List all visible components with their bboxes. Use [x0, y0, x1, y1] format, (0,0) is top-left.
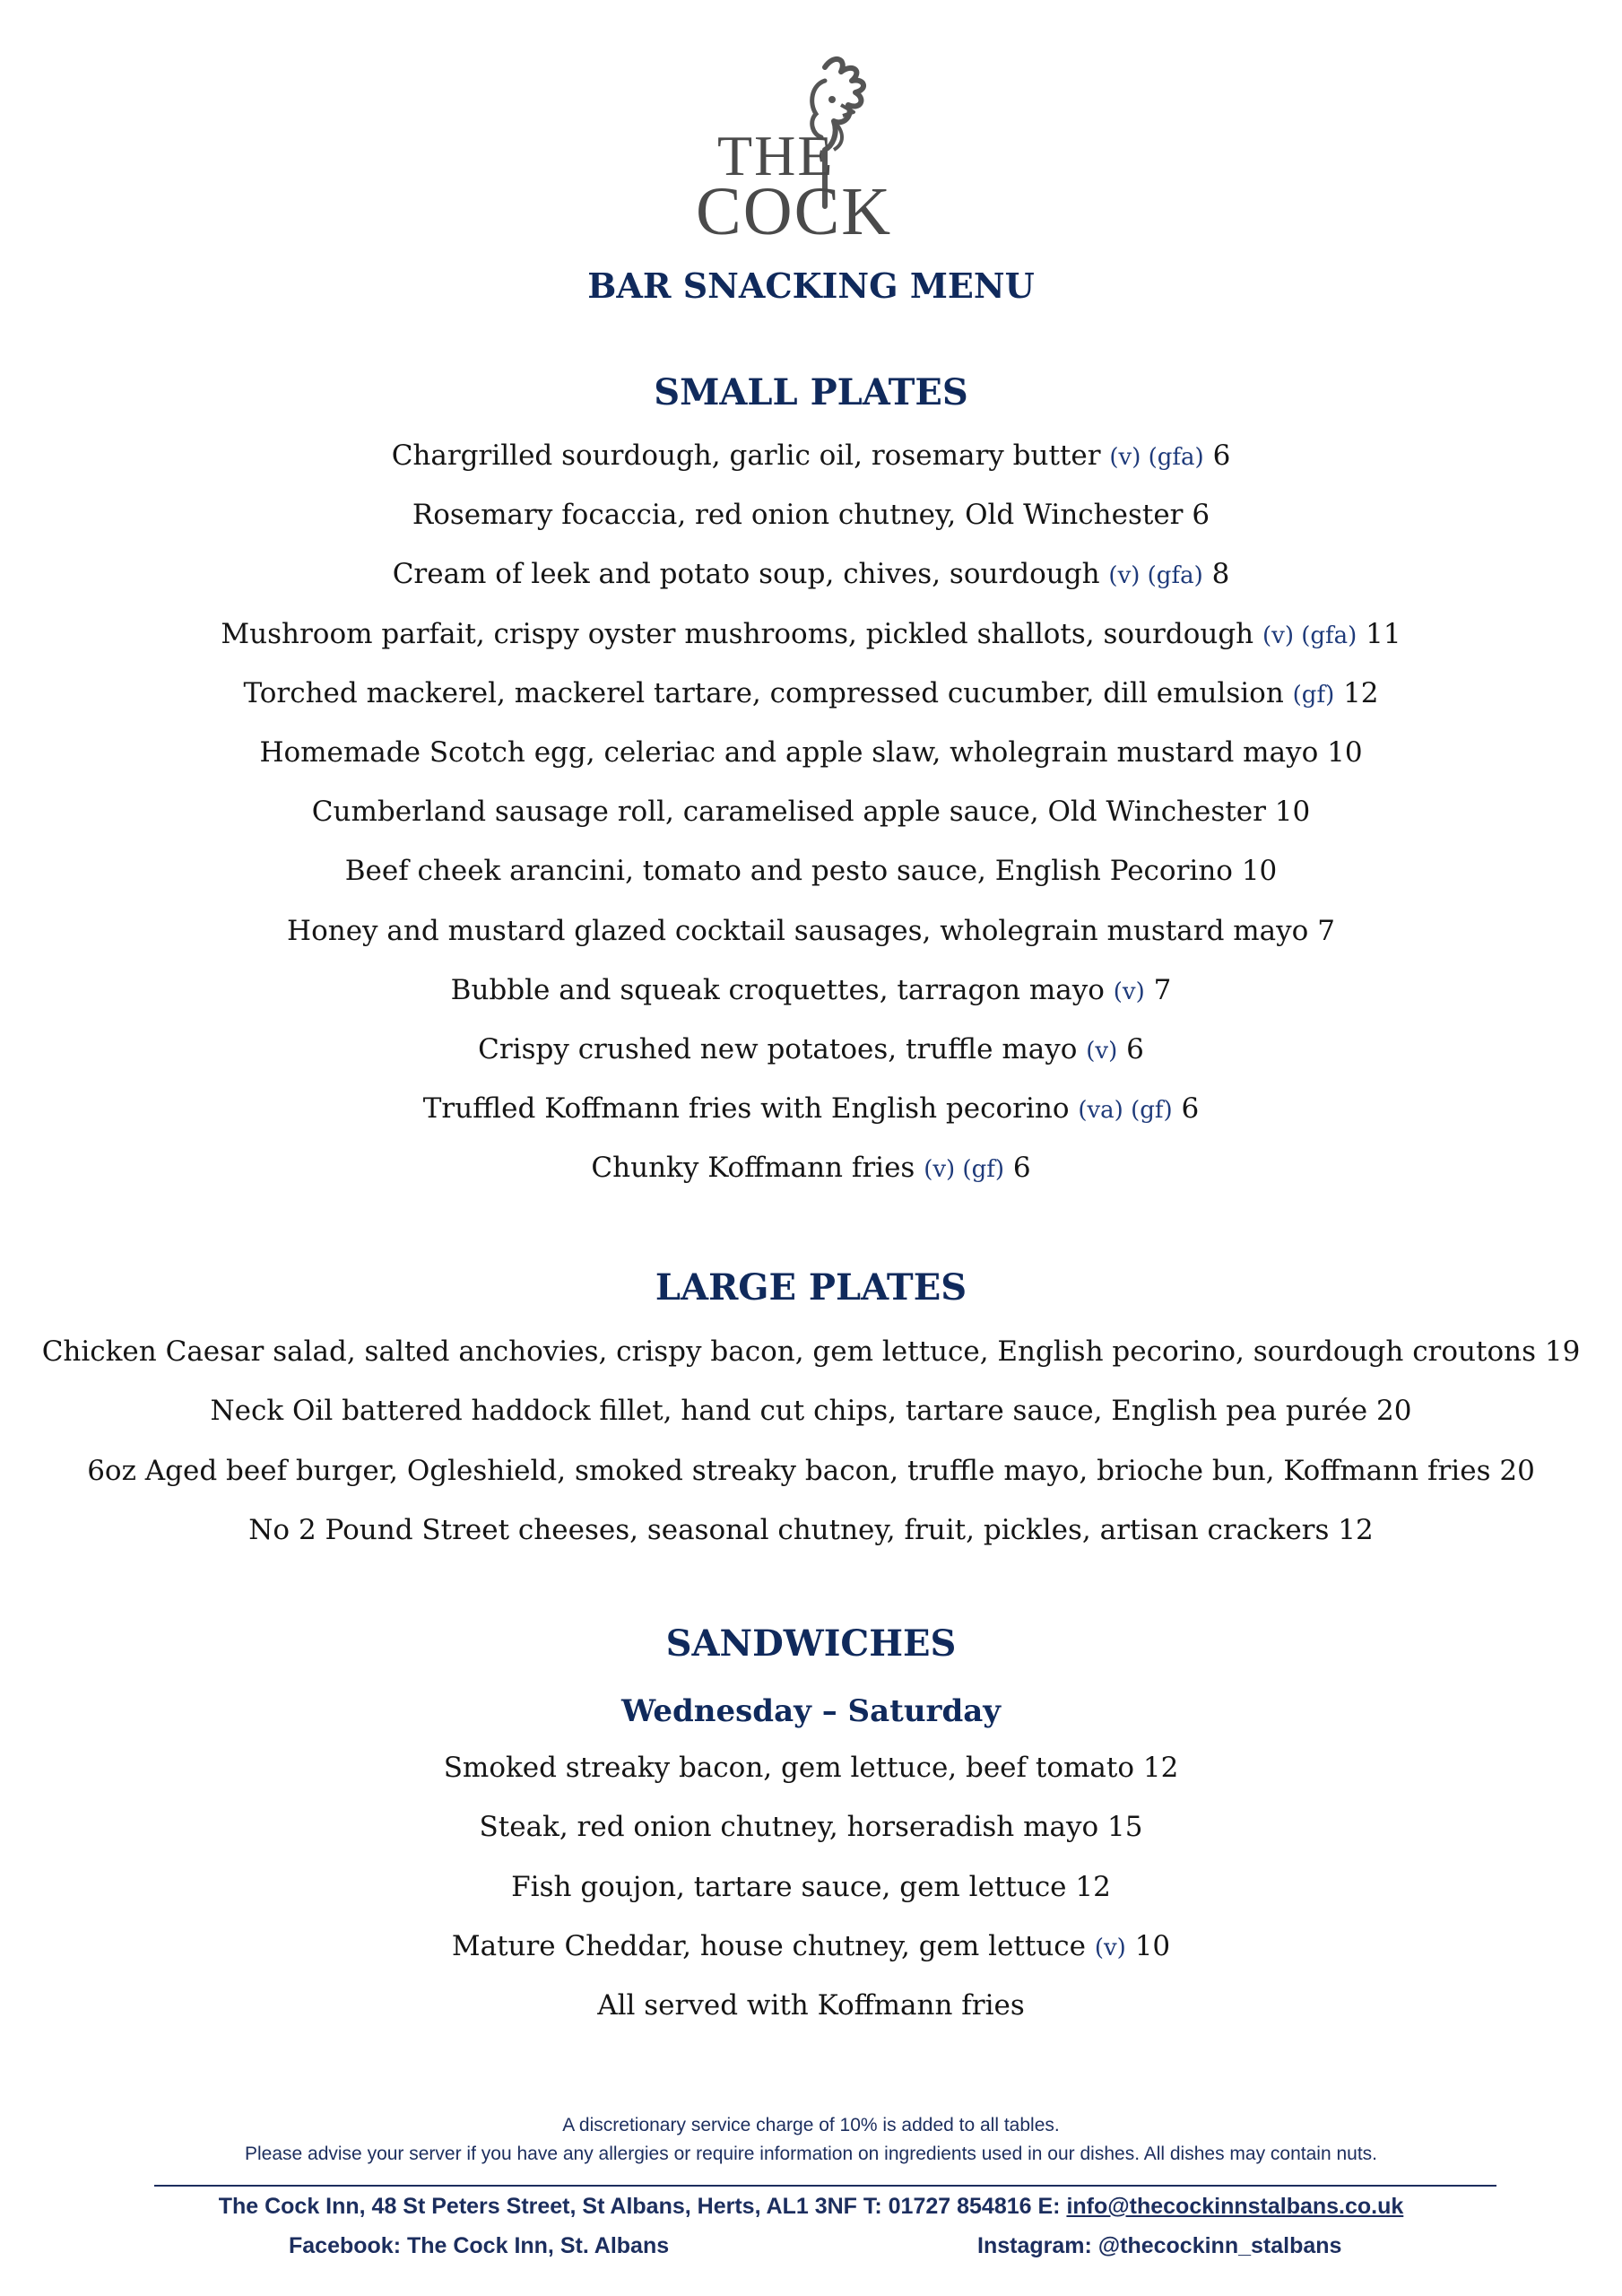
menu-item-name: 6oz Aged beef burger, Ogleshield, smoked streaky bacon, truffle mayo, brioche bun, Koffmann fries	[87, 1454, 1500, 1487]
sandwiches-days: Wednesday – Saturday	[620, 1693, 1002, 1729]
allergy-note: Please advise your server if you have any allergies or require information on ingredients used in our dishes. All dishes may contain nuts.	[244, 2144, 1377, 2164]
menu-item-price: 6	[1212, 439, 1231, 472]
the-cock-logo	[690, 49, 932, 256]
menu-item-name: Beef cheek arancini, tomato and pesto sauce, English Pecorino	[344, 855, 1242, 888]
menu-item	[0, 1811, 1622, 1843]
menu-item-name: Honey and mustard glazed cocktail sausages, wholegrain mustard mayo	[287, 914, 1318, 947]
menu-item	[0, 1930, 1622, 1962]
menu-item-name: Chargrilled sourdough, garlic oil, rosemary butter	[391, 439, 1110, 472]
menu-item-name: Mushroom parfait, crispy oyster mushrooms, pickled shallots, sourdough	[221, 617, 1262, 650]
menu-item	[0, 1514, 1622, 1546]
menu-item	[0, 736, 1622, 769]
section-title-small-plates: SMALL PLATES	[654, 371, 968, 413]
sandwiches-note: All served with Koffmann fries	[597, 1989, 1025, 2022]
menu-item	[0, 558, 1622, 590]
contact-address: The Cock Inn, 48 St Peters Street, St Albans, Herts, AL1 3NF T: 01727 854816 E:	[218, 2194, 1061, 2219]
menu-item-price: 6	[1126, 1033, 1144, 1065]
dietary-tags: (v)	[1094, 1934, 1126, 1961]
menu-item-name: Chicken Caesar salad, salted anchovies, crispy bacon, gem lettuce, English pecorino, sourdough croutons	[41, 1335, 1545, 1368]
menu-title: BAR SNACKING MENU	[587, 265, 1035, 306]
menu-item	[0, 1455, 1622, 1487]
menu-item-name: Cumberland sausage roll, caramelised apple sauce, Old Winchester	[311, 796, 1275, 829]
menu-item-price: 8	[1211, 558, 1230, 591]
menu-item	[0, 439, 1622, 472]
menu-item	[0, 855, 1622, 887]
menu-item-price: 10	[1274, 796, 1311, 829]
email-link[interactable]: info@thecockinnstalbans.co.uk	[1066, 2194, 1404, 2219]
menu-item-name: Chunky Koffmann fries	[591, 1152, 924, 1185]
menu-item-price: 20	[1376, 1395, 1412, 1428]
logo-line-1: THE	[717, 124, 835, 187]
menu-item-price: 10	[1327, 736, 1363, 769]
menu-item-name: Crispy crushed new potatoes, truffle mayo	[478, 1033, 1087, 1065]
service-charge-note: A discretionary service charge of 10% is added to all tables.	[562, 2115, 1060, 2135]
menu-item	[0, 796, 1622, 828]
menu-item	[0, 1152, 1622, 1184]
menu-item-name: No 2 Pound Street cheeses, seasonal chutney, fruit, pickles, artisan crackers	[248, 1513, 1339, 1546]
menu-item-name: Neck Oil battered haddock fillet, hand cut chips, tartare sauce, English pea purée	[210, 1395, 1377, 1428]
menu-item	[0, 1752, 1622, 1784]
menu-item-price: 10	[1134, 1929, 1171, 1962]
dietary-tags: (v) (gfa)	[1262, 622, 1357, 649]
instagram-link[interactable]: Instagram: @thecockinn_stalbans	[977, 2233, 1342, 2258]
menu-item	[0, 1033, 1622, 1065]
facebook-link[interactable]: Facebook: The Cock Inn, St. Albans	[289, 2233, 670, 2258]
menu-item-price: 15	[1107, 1811, 1143, 1844]
menu-item-price: 10	[1241, 855, 1278, 888]
menu-item-name: Rosemary focaccia, red onion chutney, Old Winchester	[412, 499, 1193, 532]
dietary-tags: (v) (gfa)	[1109, 444, 1204, 471]
dietary-tags: (v) (gf)	[924, 1156, 1004, 1184]
dietary-tags: (v)	[1113, 978, 1145, 1005]
menu-item-price: 11	[1366, 617, 1401, 650]
menu-item-price: 6	[1012, 1152, 1031, 1185]
menu-item	[0, 1335, 1622, 1368]
menu-item	[0, 677, 1622, 709]
logo-line-2: COCK	[696, 174, 893, 249]
menu-item-name: Fish goujon, tartare sauce, gem lettuce	[511, 1870, 1076, 1903]
menu-item	[0, 618, 1622, 650]
menu-item-name: Steak, red onion chutney, horseradish mayo	[479, 1811, 1107, 1844]
menu-item-name: Cream of leek and potato soup, chives, sourdough	[392, 558, 1109, 591]
menu-item-price: 20	[1499, 1454, 1535, 1487]
dietary-tags: (v)	[1086, 1038, 1118, 1065]
menu-item-name: Mature Cheddar, house chutney, gem lettuce	[451, 1929, 1095, 1962]
contact-line	[0, 2194, 1622, 2220]
menu-item-name: Smoked streaky bacon, gem lettuce, beef tomato	[443, 1752, 1143, 1784]
menu-item-price: 6	[1192, 499, 1210, 532]
section-title-sandwiches: SANDWICHES	[665, 1622, 957, 1665]
menu-item	[0, 1871, 1622, 1903]
menu-item-price: 12	[1075, 1870, 1111, 1903]
menu-item-price: 12	[1142, 1752, 1179, 1784]
dietary-tags: (v) (gfa)	[1108, 562, 1203, 590]
menu-item	[0, 974, 1622, 1006]
dietary-tags: (gf)	[1292, 681, 1335, 709]
menu-item-price: 19	[1544, 1335, 1581, 1368]
menu-item-price: 7	[1317, 914, 1335, 947]
dietary-tags: (va) (gf)	[1078, 1097, 1173, 1125]
menu-item-price: 12	[1343, 676, 1379, 709]
menu-item	[0, 1395, 1622, 1427]
section-title-large-plates: LARGE PLATES	[655, 1266, 967, 1309]
menu-item-name: Bubble and squeak croquettes, tarragon mayo	[450, 973, 1114, 1006]
menu-item-name: Homemade Scotch egg, celeriac and apple slaw, wholegrain mustard mayo	[259, 736, 1328, 769]
footer-divider	[154, 2185, 1496, 2187]
menu-item-price: 7	[1153, 973, 1172, 1006]
menu-item-name: Torched mackerel, mackerel tartare, compressed cucumber, dill emulsion	[243, 676, 1293, 709]
menu-item-name: Truffled Koffmann fries with English pecorino	[422, 1092, 1079, 1126]
menu-item-price: 6	[1181, 1092, 1200, 1126]
menu-item	[0, 499, 1622, 531]
menu-item	[0, 915, 1622, 947]
menu-item-price: 12	[1338, 1513, 1374, 1546]
menu-item	[0, 1092, 1622, 1125]
